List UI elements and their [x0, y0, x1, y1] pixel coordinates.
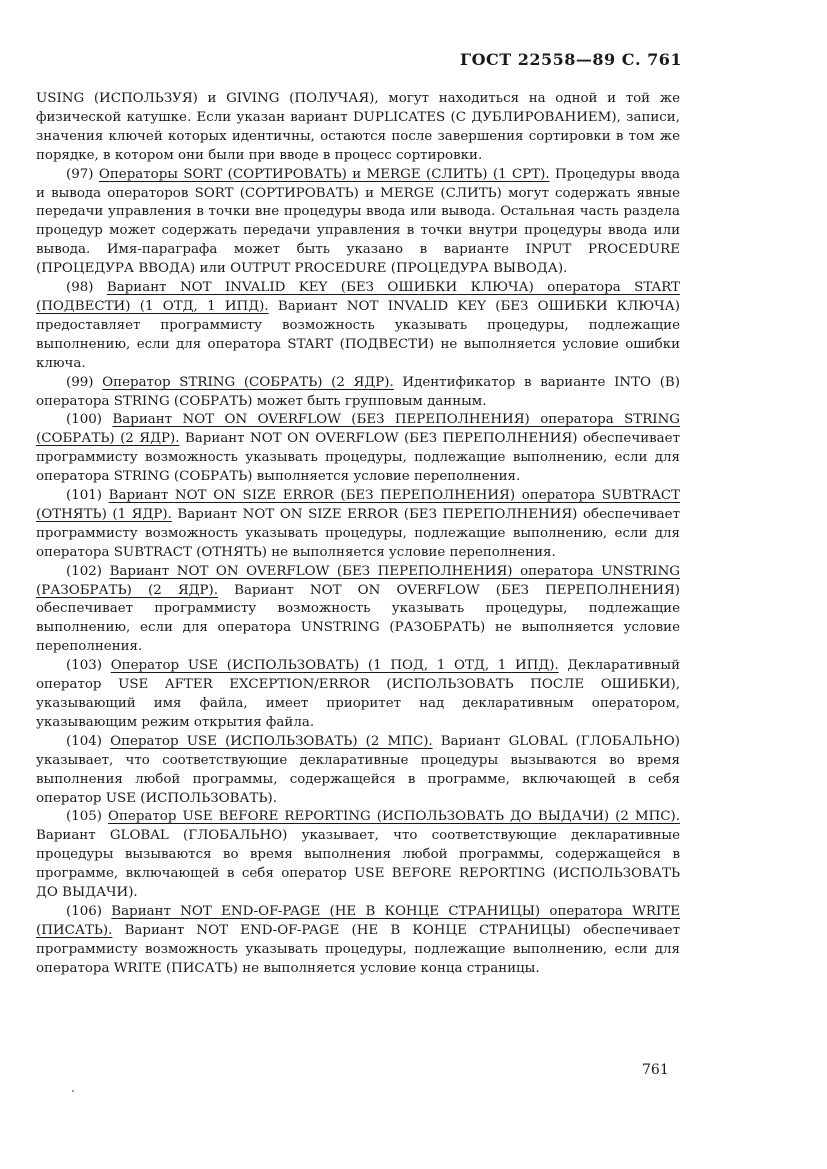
paragraph-heading: Оператор USE BEFORE REPORTING (ИСПОЛЬЗОВАТЬ ДО ВЫДАЧИ) (2 МПС).: [108, 809, 680, 825]
paragraph-text: Идентификатор в варианте INTO (В) оператора STRING (СОБРАТЬ) может быть групповым данным.: [36, 374, 680, 409]
running-header: ГОСТ 22558—89 С. 761: [460, 50, 682, 69]
scan-speck: [72, 1090, 74, 1092]
paragraph-text: Декларативный оператор USE AFTER EXCEPTION/ERROR (ИСПОЛЬЗОВАТЬ ПОСЛЕ ОШИБКИ), указывающий имя файла, имеет приоритет над декларативным оператором, указывающим режим открытия файла.: [36, 658, 680, 730]
paragraph-text: (98): [66, 280, 107, 296]
paragraph-p103: [36, 657, 680, 733]
paragraph-text: Вариант NOT INVALID KEY (БЕЗ ОШИБКИ КЛЮЧА) предоставляет программисту возможность указывать процедуры, подлежащие выполнению, если для оператора START (ПОДВЕСТИ) не выполняется условие ошибки ключа.: [36, 298, 681, 371]
paragraph-p106: [36, 903, 680, 979]
paragraph-p99: [36, 374, 680, 412]
paragraph-text: Вариант NOT END-OF-PAGE (НЕ В КОНЦЕ СТРАНИЦЫ) обеспечивает программисту возможность указывать процедуры, подлежащие выполнению, если для оператора WRITE (ПИСАТЬ) не выполняется условие конца страницы.: [36, 922, 680, 976]
paragraph-text: (104): [66, 733, 111, 749]
paragraph-heading: Оператор USE (ИСПОЛЬЗОВАТЬ) (1 ПОД, 1 ОТД, 1 ИПД).: [110, 658, 559, 674]
paragraph-text: (101): [66, 488, 109, 504]
paragraph-text: Вариант NOT ON OVERFLOW (БЕЗ ПЕРЕПОЛНЕНИЯ) обеспечивает программисту возможность указывать процедуры, подлежащие выполнению, если для оператора UNSTRING (РАЗОБРАТЬ) не выполняется условие переполнения.: [36, 582, 680, 655]
paragraph-text: (106): [66, 903, 112, 919]
paragraph-text: Вариант GLOBAL (ГЛОБАЛЬНО) указывает, что соответствующие декларативные процедуры вызываются во время выполнения любой программы, содержащейся в программе, включающей в себя оператор USE (ИСПОЛЬЗОВАТЬ).: [36, 733, 680, 806]
paragraph-text: Вариант NOT ON SIZE ERROR (БЕЗ ПЕРЕПОЛНЕНИЯ) обеспечивает программисту возможность указывать процедуры, подлежащие выполнению, если для оператора SUBTRACT (ОТНЯТЬ) не выполняется условие переполнения.: [36, 506, 680, 560]
paragraph-text: USING (ИСПОЛЬЗУЯ) и GIVING (ПОЛУЧАЯ), могут находиться на одной и той же физической катушке. Если указан вариант DUPLICATES (С ДУБЛИРОВАНИЕМ), записи, значения ключей которых идентичны, остаются после завершения сортировки в том же порядке, в котором они были при вводе в процесс сортировки.: [36, 91, 680, 163]
paragraph-text: (105): [66, 809, 109, 825]
paragraph-heading: Вариант NOT ON OVERFLOW (БЕЗ ПЕРЕПОЛНЕНИЯ) оператора UNSTRING (РАЗОБРАТЬ) (2 ЯДР).: [36, 563, 680, 598]
paragraph-text: (97): [66, 166, 99, 182]
paragraph-text: (102): [66, 563, 110, 579]
paragraph-text: Вариант GLOBAL (ГЛОБАЛЬНО) указывает, что соответствующие декларативные процедуры вызываются во время выполнения любой программы, содержащейся в программе, включающей в себя оператор USE BEFORE REPORTING (ИСПОЛЬЗОВАТЬ ДО ВЫДАЧИ).: [36, 828, 680, 901]
paragraph-heading: Вариант NOT INVALID KEY (БЕЗ ОШИБКИ КЛЮЧА) оператора START (ПОДВЕСТИ) (1 ОТД, 1 ИПД).: [36, 280, 680, 314]
page-number: 761: [642, 1062, 669, 1078]
paragraph-text: (103): [66, 658, 111, 674]
paragraph-p98: [36, 279, 680, 374]
paragraph-heading: Оператор USE (ИСПОЛЬЗОВАТЬ) (2 МПС).: [110, 733, 433, 749]
paragraph-heading: Вариант NOT ON OVERFLOW (БЕЗ ПЕРЕПОЛНЕНИЯ) оператора STRING (СОБРАТЬ) (2 ЯДР).: [36, 412, 680, 447]
paragraph-p0: [36, 90, 680, 166]
paragraph-heading: Вариант NOT END-OF-PAGE (НЕ В КОНЦЕ СТРАНИЦЫ) оператора WRITE (ПИСАТЬ).: [36, 903, 681, 938]
paragraph-text: (100): [66, 412, 113, 428]
paragraph-p102: [36, 563, 680, 658]
paragraph-p105: [36, 808, 680, 903]
paragraph-heading: Вариант NOT ON SIZE ERROR (БЕЗ ПЕРЕПОЛНЕНИЯ) оператора SUBTRACT (ОТНЯТЬ) (1 ЯДР).: [36, 488, 680, 522]
paragraph-p100: [36, 411, 680, 487]
document-body: [36, 90, 680, 979]
paragraph-p104: [36, 733, 680, 809]
paragraph-heading: Операторы SORT (СОРТИРОВАТЬ) и MERGE (СЛИТЬ) (1 СРТ).: [98, 166, 550, 182]
paragraph-p101: [36, 487, 680, 563]
paragraph-p97: [36, 166, 680, 279]
paragraph-text: (99): [66, 374, 103, 390]
paragraph-text: Процедуры ввода и вывода операторов SORT (СОРТИРОВАТЬ) и MERGE (СЛИТЬ) могут содержать явные передачи управления в точки вне процедуры ввода или вывода. Остальная часть раздела процедур может содержать передачи управления в точки внутри процедуры ввода или вывода. Имя-параграфа может быть указано в варианте INPUT PROCEDURE (ПРОЦЕДУРА ВВОДА) или OUTPUT PROCEDURE (ПРОЦЕДУРА ВЫВОДА).: [36, 166, 680, 277]
paragraph-text: Вариант NOT ON OVERFLOW (БЕЗ ПЕРЕПОЛНЕНИЯ) обеспечивает программисту возможность указывать процедуры, подлежащие выполнению, если для оператора STRING (СОБРАТЬ) выполняется условие переполнения.: [36, 431, 680, 485]
paragraph-heading: Оператор STRING (СОБРАТЬ) (2 ЯДР).: [102, 374, 394, 390]
